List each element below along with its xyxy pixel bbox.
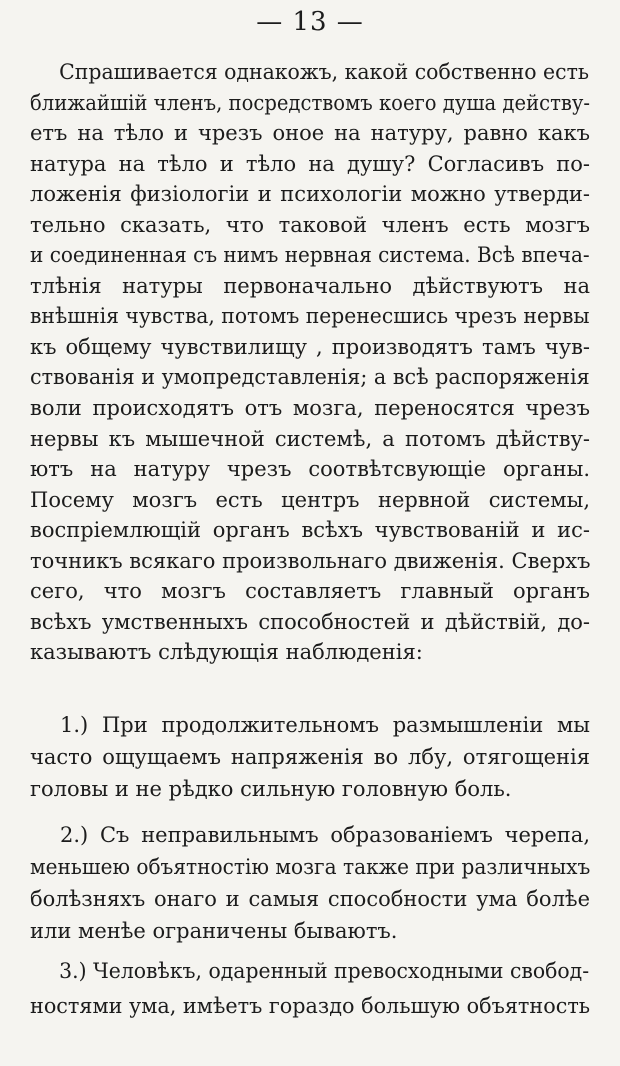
page-number: — 13 — xyxy=(256,7,364,37)
text-line: ложенія физіологіи и психологіи можно утверди- xyxy=(30,182,590,207)
paragraph-3 xyxy=(30,819,590,947)
paragraph-4 xyxy=(30,954,590,1024)
text-line: ютъ на натуру чрезъ соотвѣтсвующіе органы. xyxy=(30,457,590,482)
paragraph-1 xyxy=(30,57,590,668)
text-line: тельно сказать, что таковой членъ есть мозгъ xyxy=(30,212,590,237)
text-line: меньшею объятностію мозга также при различныхъ xyxy=(30,855,591,879)
text-line: ствованія и умопредставленія; а всѣ распоряженія xyxy=(30,365,590,390)
text-line: натура на тѣло и тѣло на душу? Согласивъ по- xyxy=(30,151,590,176)
text-line: Спрашивается однакожъ, какой собственно есть xyxy=(59,60,590,84)
text-line: ностями ума, имѣетъ гораздо большую объятность xyxy=(30,994,591,1018)
paragraph-2 xyxy=(30,709,590,805)
text-line: 2.) Съ неправильнымъ образованіемъ черепа, xyxy=(60,823,590,847)
text-line: нервы къ мышечной системѣ, а потомъ дѣйству- xyxy=(30,426,590,451)
text-line: 1.) При продолжительномъ размышленіи мы xyxy=(60,713,590,737)
text-line: болѣзняхъ онаго и самыя способности ума болѣе xyxy=(30,887,590,911)
text-line: точникъ всякаго произвольнаго движенія. Сверхъ xyxy=(30,548,591,573)
text-line: сего, что мозгъ составляетъ главный органъ xyxy=(30,579,590,604)
text-line: всѣхъ умственныхъ способностей и дѣйствій, до- xyxy=(30,609,590,634)
text-line: Посему мозгъ есть центръ нервной системы, xyxy=(30,487,590,512)
text-line: 3.) Человѣкъ, одаренный превосходными свобод- xyxy=(59,959,590,983)
text-line: внѣшнія чувства, потомъ перенесшись чрезъ нервы xyxy=(30,304,590,329)
text-line: часто ощущаемъ напряженія во лбу, отягощенія xyxy=(30,745,590,769)
text-line: головы и не рѣдко сильную головную боль. xyxy=(30,777,512,801)
text-line: или менѣе ограничены бываютъ. xyxy=(30,919,398,943)
text-line: етъ на тѣло и чрезъ оное на натуру, равно какъ xyxy=(30,121,590,146)
text-line: казываютъ слѣдующія наблюденія: xyxy=(30,640,423,665)
text-line: воспріемлющій органъ всѣхъ чувствованій и ис- xyxy=(30,518,590,543)
text-line: и соединенная съ нимъ нервная система. Всѣ впеча- xyxy=(30,243,590,268)
text-line: воли происходятъ отъ мозга, переносятся чрезъ xyxy=(30,396,590,421)
text-line: ближайшій членъ, посредствомъ коего душа действу- xyxy=(30,90,591,115)
text-line: тлѣнія натуры первоначально дѣйствуютъ на xyxy=(30,273,590,298)
text-line: къ общему чувствилищу , производятъ тамъ чув- xyxy=(30,334,590,359)
